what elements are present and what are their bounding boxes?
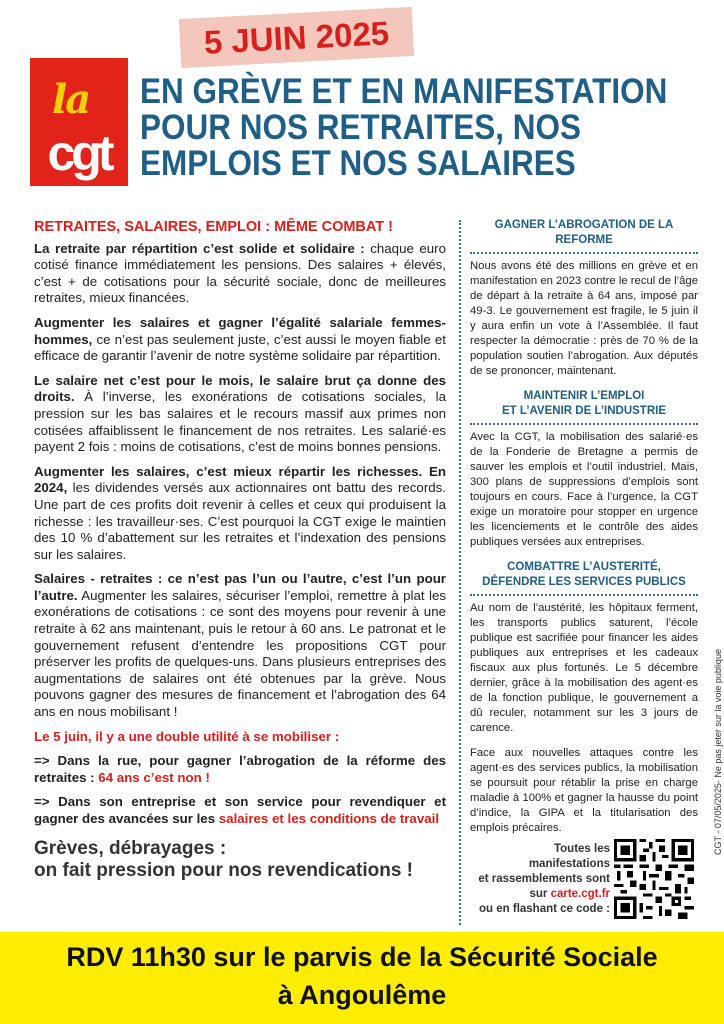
heading-line: DÉFENDRE LES SERVICES PUBLICS: [482, 576, 686, 588]
headline-line-1: EN GRÈVE ET EN MANIFESTATION: [140, 72, 668, 111]
greves-callout: [34, 838, 446, 882]
logo-cgt: cgt: [47, 125, 111, 181]
paragraph-richesses: [34, 464, 446, 564]
logo-la: la: [52, 76, 90, 123]
left-column: [34, 219, 446, 882]
paragraph-lead: Salaires - retraites : ce n’est pas l’un ou l’autre, c’est l’un pour l’autre.: [34, 571, 446, 603]
qr-code-icon[interactable]: [614, 839, 694, 919]
qr-line-2: et rassemblements sont: [478, 873, 610, 885]
paragraph-repartition: [34, 241, 446, 307]
footer-line-1: RDV 11h30 sur le parvis de la Sécurité Sociale: [66, 942, 658, 972]
section-heading-austerite: [470, 560, 698, 596]
heading-line: COMBATTRE L’AUSTERITÉ,: [507, 561, 661, 573]
heading-line: MAINTENIR L’EMPLOI: [523, 390, 645, 402]
paragraph-lead: Augmenter les salaires, c’est mieux répartir les richesses. En 2024,: [34, 463, 446, 496]
action-rue-text: => Dans la rue, pour gagner l’abrogation de la réforme des retraites :: [34, 753, 446, 785]
footer-text: [18, 938, 706, 1014]
greves-line-1: Grèves, débrayages :: [34, 837, 227, 859]
carte-cgt-link[interactable]: carte.cgt.fr: [550, 888, 610, 900]
paragraph-lead: La retraite par répartition c’est solide et solidaire :: [34, 240, 365, 256]
heading-line: ET L’AVENIR DE L’INDUSTRIE: [502, 405, 666, 417]
headline-line-2: POUR NOS RETRAITES, NOS: [140, 108, 582, 147]
section-text-abrogation: Nous avons été des millions en grève et en manifestation en 2023 contre le recul de l’âge de départ à la retraite à 64 ans, imposé par 49-3. Le gouvernement est fragile, le 5 juin il y aura enfin un vote à l’Assemblée. Il faut respecter la démocratie : près de 70 % de la population soutien l’abrogation. Aux députés de se prononcer, maintenant.: [470, 260, 698, 377]
action-rue-slogan: 64 ans c’est non !: [98, 769, 210, 785]
double-utilite: Le 5 juin, il y a une double utilité à se mobiliser :: [34, 728, 340, 744]
headline: [140, 72, 668, 183]
paragraph-text: À l’inverse, les exonérations de cotisations sociales, la pression sur les bas salaires et le recours massif aux primes non cotisées affaiblissent le financement de nos retraites. Les salarié·es payent 2 fois : moins de cotisations, c’est de moins bonnes pensions.: [34, 389, 446, 455]
date-text: 5 JUIN 2025: [202, 13, 390, 61]
paragraph-salaire-brut: [34, 373, 446, 456]
action-entreprise-highlight: salaires et les conditions de travail: [218, 811, 440, 826]
action-rue: [34, 753, 446, 786]
paragraph-text: les dividendes versés aux actionnaires ont battu des records. Une part de ces profits doit revenir à celles et ceux qui produisent la richesse : les travailleur·ses. C’est pourquoi la CGT exige le maintien des 10 % d’abattement sur les retraites et l’indexation des pensions sur les salaires.: [34, 480, 446, 562]
paragraph-text: chaque euro cotisé finance immédiatement les pensions. Des salaires + élevés, c’est + de cotisations pour la sécurité sociale, donc de meilleures retraites, mieux financées.: [34, 240, 446, 306]
qr-sur: sur: [529, 888, 551, 900]
paragraph-text: ce n’est pas seulement juste, c’est aussi le moyen fiable et efficace de garantir l’avenir de notre système solidaire par répartition.: [34, 331, 446, 364]
right-column: [470, 218, 698, 846]
section-text-emploi: Avec la CGT, la mobilisation des salarié·es de la Fonderie de Bretagne a permis de sauver les emplois et l’outil industriel. Mais, 300 plans de suppressions d’emplois sont toujours en cours. Face à l’urgence, la CGT exige un moratoire pour stopper en urgence les licenciements et le contrôle des aides publiques versées aux entreprises.: [470, 431, 698, 548]
section-text-austerite: Au nom de l’austérité, les hôpitaux ferment, les transports publics saturent, l’école publique est sacrifiée pour financer les aides publiques aux entreprises et les cadeaux fiscaux aux plus fortunés. Le 5 décembre dernier, grâce à la mobilisation des agent·es de la fonction publique, le gouvernement a dû reculer, notamment sur les 3 jours de carence.: [470, 602, 698, 734]
qr-caption: [470, 842, 610, 917]
section-text-attaques: Face aux nouvelles attaques contre les agent·es des services publics, la mobilisation se poursuit pour rétablir la prise en charge maladie à 100% et gagner la hausse du point d’indice, la GIPA et la titularisation des emplois précaires.: [470, 747, 698, 834]
paragraph-salaires-retraites: [34, 571, 446, 720]
qr-line-3: [470, 887, 610, 902]
footer-banner: [0, 932, 724, 1024]
paragraph-lead: Le salaire net c’est pour le mois, le salaire brut ça donne des droits.: [34, 372, 446, 405]
paragraph-lead: Augmenter les salaires et gagner l’égalité salariale femmes-hommes,: [34, 314, 446, 347]
greves-line-2: on fait pression pour nos revendications !: [34, 859, 413, 881]
date-banner: [179, 7, 414, 68]
column-divider: [459, 220, 461, 925]
cgt-logo: [30, 58, 128, 186]
qr-line-1: Toutes les manifestations: [528, 843, 610, 870]
left-heading: RETRAITES, SALAIRES, EMPLOI : MÊME COMBAT !: [34, 219, 394, 235]
section-heading-abrogation: GAGNER L’ABROGATION DE LA REFORME: [470, 218, 698, 254]
footer-line-2: à Angoulême: [277, 980, 447, 1010]
paragraph-text: Augmenter les salaires, sécuriser l’emploi, remettre à plat les exonérations de cotisations : ce sont des moyens pour revenir à une retraite à 62 ans maintenant, puis le retour à 60 ans. Le patronat et le gouvernement refusent d’entendre les propositions CGT pour préserver les profits de quelques-uns. Dans plusieurs entreprises des augmentations de salaires ont été obtenues par la grève. Nous pouvons gagner des mesures de financement et l’abrogation des 64 ans en nous mobilisant !: [34, 587, 446, 720]
qr-line-4: ou en flashant ce code :: [479, 903, 610, 915]
action-entreprise-text: => Dans son entreprise et son service pour revendiquer et gagner des avancées sur les: [34, 794, 446, 826]
action-entreprise: [34, 794, 446, 827]
section-heading-emploi: [470, 389, 698, 425]
side-note: CGT - 07/05/2025- Ne pas jeter sur la voie publique: [713, 649, 723, 855]
headline-line-3: EMPLOIS ET NOS SALAIRES: [140, 144, 576, 183]
paragraph-egalite: [34, 315, 446, 365]
